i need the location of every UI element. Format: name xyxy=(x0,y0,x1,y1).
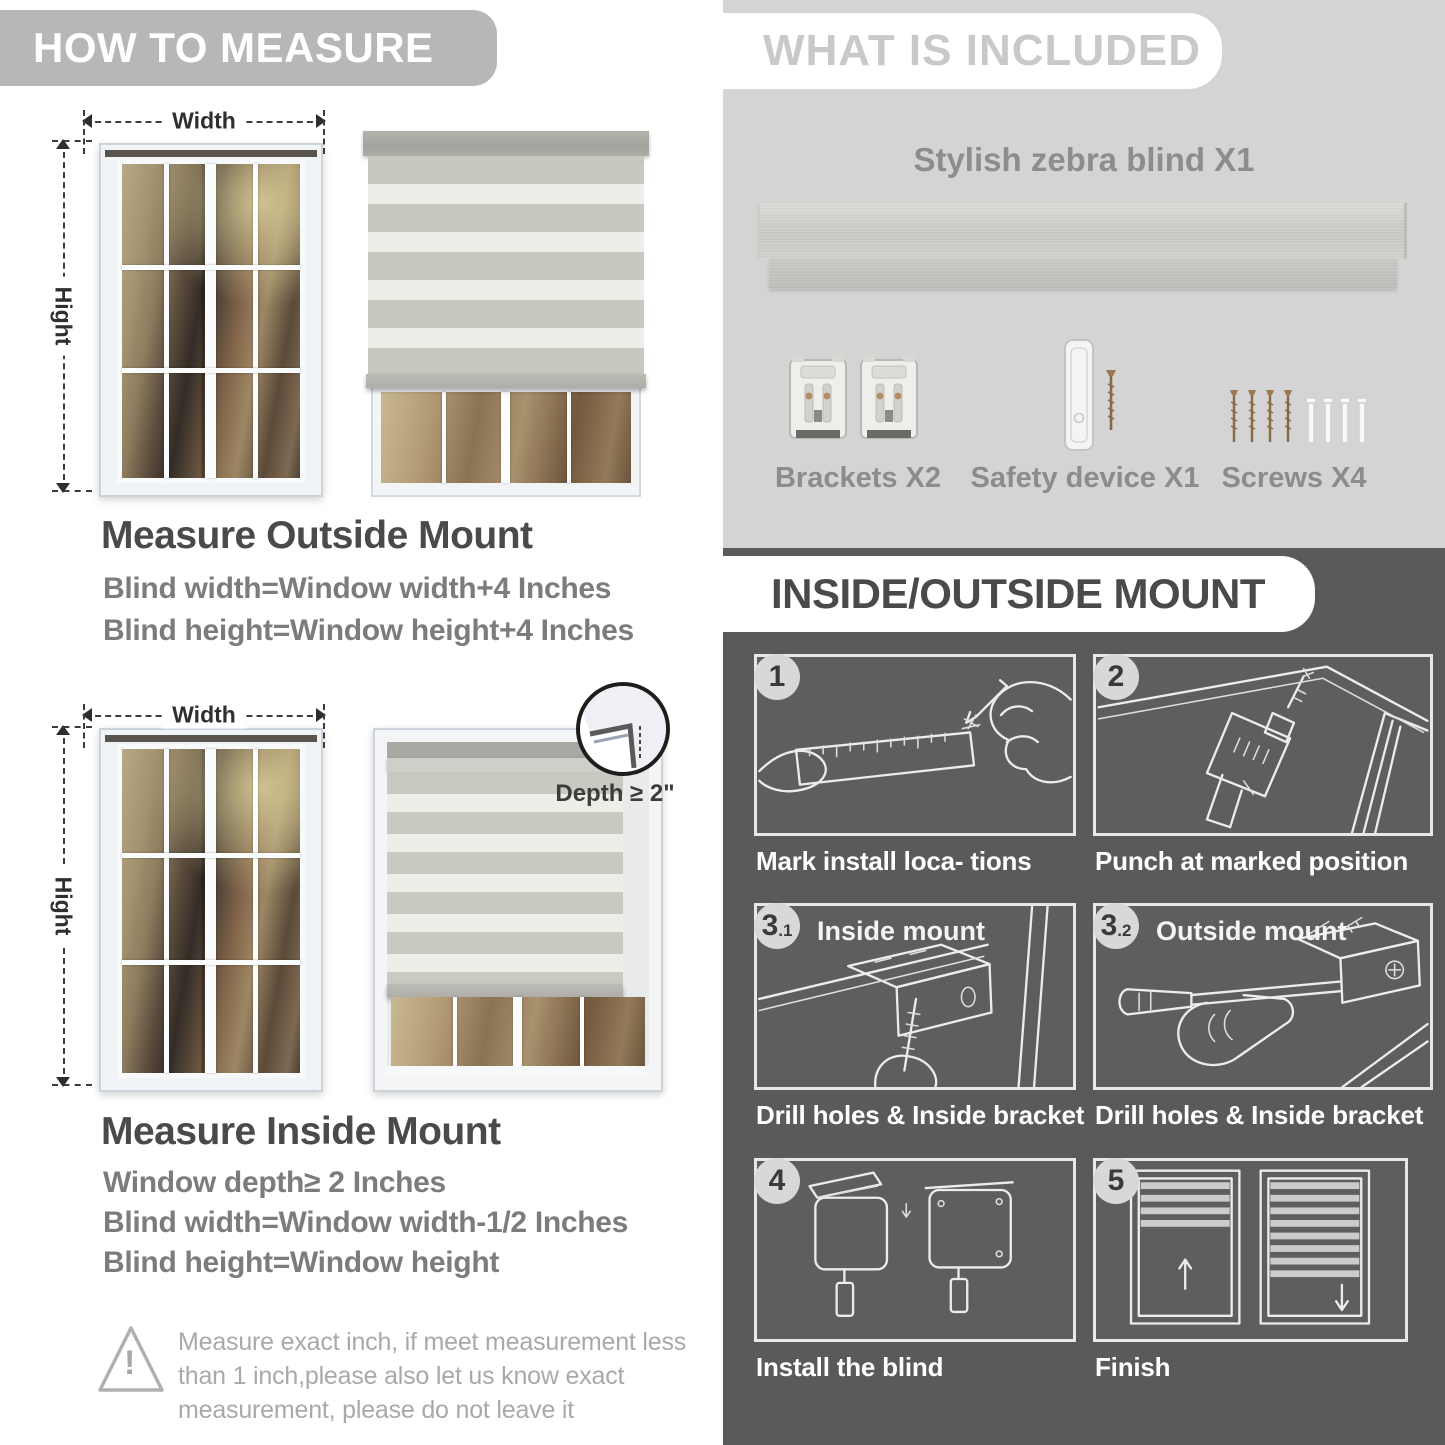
step-number: 2 xyxy=(1107,660,1125,693)
step-caption: Drill holes & Inside bracket xyxy=(756,1100,1085,1130)
step-title: Inside mount xyxy=(817,916,985,946)
step-tile-3-1 xyxy=(754,903,1076,1090)
height-measure-arrow xyxy=(48,726,78,1086)
step-number: 3 xyxy=(761,909,779,942)
bracket-icon xyxy=(787,352,849,448)
muntin-bar xyxy=(442,392,446,483)
blind-bottom-rail xyxy=(366,374,646,388)
mullion-bar xyxy=(205,749,216,1073)
what-is-included-header: WHAT IS INCLUDED xyxy=(723,13,1222,89)
blind-headrail xyxy=(363,131,649,156)
window-top-rail xyxy=(105,150,317,157)
inside-mount-line1: Window depth≥ 2 Inches xyxy=(103,1166,446,1199)
step-number: 3 xyxy=(1100,909,1118,942)
muntin-bar xyxy=(122,853,300,858)
warning-text-line2: than 1 inch,please also let us know exact xyxy=(178,1362,625,1390)
muntin-bar xyxy=(253,749,258,1073)
muntin-bar xyxy=(253,164,258,478)
step-tile-2 xyxy=(1093,654,1433,836)
window-illustration-inside xyxy=(99,728,323,1092)
safety-device-icon xyxy=(1062,338,1096,452)
muntin-bar xyxy=(453,997,457,1066)
step-tile-5 xyxy=(1093,1158,1408,1342)
window-sill xyxy=(387,1066,649,1076)
finish-blinds-illustration xyxy=(1096,1161,1405,1339)
step-number-sub: .1 xyxy=(778,921,793,940)
window-illustration-outside xyxy=(99,143,323,497)
blind-headrail-product xyxy=(757,203,1407,259)
step-title: Outside mount xyxy=(1156,916,1347,946)
outside-mount-line2: Blind height=Window height+4 Inches xyxy=(103,614,634,647)
window-under-blind xyxy=(371,386,641,497)
outside-mount-heading: Measure Outside Mount xyxy=(101,514,533,557)
screws-label: Screws X4 xyxy=(1221,462,1367,494)
outside-mount-line1: Blind width=Window width+4 Inches xyxy=(103,572,612,605)
warning-text-line1: Measure exact inch, if meet measurement less xyxy=(178,1328,687,1356)
muntin-bar xyxy=(122,368,300,373)
window-glass xyxy=(381,392,631,483)
step-number-sub: .2 xyxy=(1117,921,1132,940)
width-measure-arrow xyxy=(83,106,325,136)
zebra-blind-illustration-outside xyxy=(363,128,649,497)
height-label: Hight xyxy=(50,277,77,356)
brackets-label: Brackets X2 xyxy=(774,462,942,494)
step-number-badge xyxy=(754,1158,800,1204)
muntin-bar xyxy=(164,749,169,1073)
width-label: Width xyxy=(162,108,246,135)
mullion-bar xyxy=(501,392,510,483)
measure-tick xyxy=(52,726,92,728)
window-glass xyxy=(391,997,645,1066)
measure-tick xyxy=(52,1084,92,1086)
width-measure-arrow xyxy=(83,700,325,730)
step-number-badge xyxy=(754,654,800,700)
measure-tick xyxy=(83,110,85,154)
step-number: 4 xyxy=(768,1164,786,1197)
inside-mount-line3: Blind height=Window height xyxy=(103,1246,500,1279)
height-measure-arrow xyxy=(48,140,78,492)
muntin-bar xyxy=(122,960,300,965)
blind-item-label: Stylish zebra blind X1 xyxy=(913,141,1255,178)
step-caption: Mark install loca- tions xyxy=(756,846,1032,876)
warning-exclamation: ! xyxy=(124,1344,136,1382)
blind-fascia-product xyxy=(769,259,1397,289)
bracket-icon xyxy=(858,352,920,448)
muntin-bar xyxy=(164,164,169,478)
step-caption: Drill holes & Inside bracket xyxy=(1095,1100,1424,1130)
step-number: 5 xyxy=(1107,1164,1125,1197)
window-top-rail xyxy=(105,735,317,742)
muntin-bar xyxy=(122,265,300,270)
muntin-bar xyxy=(567,392,571,483)
mullion-bar xyxy=(513,997,522,1066)
step-caption: Punch at marked position xyxy=(1095,846,1409,876)
safety-device-label: Safety device X1 xyxy=(970,462,1200,494)
step-number-badge xyxy=(1093,903,1139,949)
measure-tick xyxy=(323,110,325,154)
blind-shade-stripes xyxy=(368,156,644,374)
depth-label: Depth ≥ 2" xyxy=(555,780,675,807)
measure-tick xyxy=(52,140,92,142)
inside-outside-mount-header: INSIDE/OUTSIDE MOUNT xyxy=(723,556,1315,632)
mullion-bar xyxy=(205,164,216,478)
step-number-badge xyxy=(754,903,800,949)
screws-icon xyxy=(1226,388,1294,446)
step-tile-4 xyxy=(754,1158,1076,1342)
wall-anchors-icon xyxy=(1304,396,1368,446)
inside-mount-line2: Blind width=Window width-1/2 Inches xyxy=(103,1206,629,1239)
drill-illustration xyxy=(1096,657,1430,833)
mark-location-illustration xyxy=(757,657,1073,833)
window-corner-detail-icon xyxy=(580,686,666,772)
how-to-measure-header: HOW TO MEASURE xyxy=(0,10,497,86)
step-number-badge xyxy=(1093,654,1139,700)
width-label: Width xyxy=(162,702,246,729)
step-number: 1 xyxy=(768,660,786,693)
measure-tick xyxy=(52,490,92,492)
screw-icon xyxy=(1104,368,1118,434)
install-blind-illustration xyxy=(757,1161,1073,1339)
step-tile-1 xyxy=(754,654,1076,836)
window-glass xyxy=(117,744,305,1078)
step-tile-3-2 xyxy=(1093,903,1433,1090)
warning-text-line3: measurement, please do not leave it xyxy=(178,1396,575,1424)
inside-mount-heading: Measure Inside Mount xyxy=(101,1110,501,1153)
step-number-badge xyxy=(1093,1158,1139,1204)
window-glass xyxy=(117,159,305,483)
depth-detail-circle xyxy=(576,682,670,776)
blind-bottom-rail xyxy=(387,984,623,997)
step-caption: Finish xyxy=(1095,1352,1171,1382)
muntin-bar xyxy=(580,997,584,1066)
step-caption: Install the blind xyxy=(756,1352,944,1382)
height-label: Hight xyxy=(50,867,77,946)
measure-tick xyxy=(323,704,325,748)
